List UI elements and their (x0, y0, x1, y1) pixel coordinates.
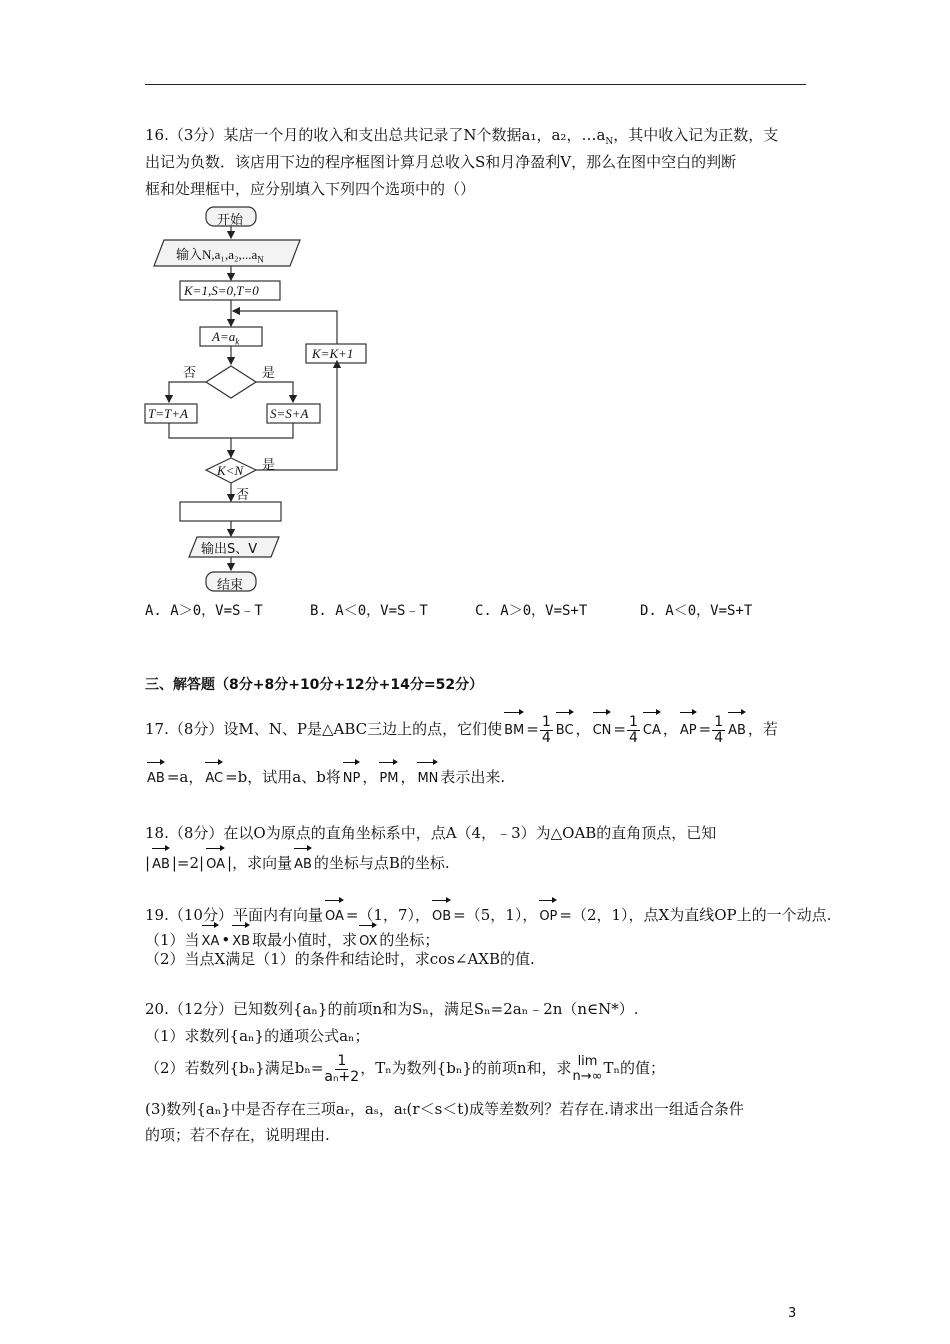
vector-ac: AC (205, 760, 223, 792)
flow-assign-label (212, 329, 239, 347)
q17-line1 (145, 710, 778, 746)
option-d: D. A＜0，V=S+T (640, 603, 753, 619)
q19-p1c: 的坐标； (379, 931, 440, 949)
flow-k-update-label: K=K+1 (312, 346, 354, 361)
q20-part3-line2: 的项；若不存在，说明理由. (145, 1126, 330, 1144)
flow-assign-text: A=a (212, 329, 236, 344)
q16-line3: 框和处理框中，应分别填入下列四个选项中的（） (145, 180, 476, 198)
q17-eq3: = (698, 720, 712, 738)
q17-l2b: =b，试用a、b将 (225, 768, 341, 786)
q17-end: ，若 (747, 720, 778, 738)
vector-bc: BC (556, 710, 574, 746)
vector-ob: OB (432, 898, 451, 930)
dot-product: • (221, 931, 231, 949)
abs-bar: | (145, 854, 151, 872)
q19-p1b: 取最小值时，求 (252, 931, 358, 949)
q19-c3: =（2，1），点X为直线OP上的一个动点. (559, 906, 832, 924)
lim-text: lim (577, 1054, 598, 1069)
flow-yes2-label: 是 (262, 458, 276, 473)
q17-l2e: 表示出来. (440, 768, 506, 786)
lim-sub: n→∞ (572, 1069, 603, 1084)
vector-ox: OX (359, 923, 377, 955)
fraction-1-4-c (712, 715, 725, 746)
vector-xb: XB (232, 923, 250, 955)
q18-mid: ，求向量 (232, 854, 293, 872)
vector-bm: BM (504, 710, 524, 746)
q16-line2: 出记为负数．该店用下边的程序框图计算月总收入S和月净盈利V，那么在图中空白的判断 (145, 153, 737, 171)
vector-ab: AB (147, 760, 165, 792)
frac-den: 4 (541, 729, 551, 746)
frac-num: 1 (628, 713, 638, 730)
option-b: B. A＜0，V=S﹣T (310, 603, 428, 619)
vector-ab: AB (152, 846, 170, 878)
frac-num: 1 (714, 713, 724, 730)
limit-operator (573, 1054, 603, 1084)
vector-cn: CN (593, 710, 612, 746)
vector-xa: XA (202, 923, 220, 955)
q17-l2a: =a， (166, 768, 204, 786)
vector-ap: AP (680, 710, 697, 746)
frac-num: 1 (337, 1052, 347, 1069)
abs-eq: |=2| (171, 854, 205, 872)
vector-ab: AB (294, 846, 312, 878)
q16-line1-end: ，其中收入记为正数，支 (613, 126, 779, 144)
q19-p1a: （1）当 (145, 931, 200, 949)
q17-prefix: 17.（8分）设M、N、P是△ABC三边上的点，它们使 (145, 720, 503, 738)
blank-process-box (180, 502, 281, 521)
q17-eq1: = (526, 720, 539, 738)
flow-yes1-label: 是 (262, 366, 276, 381)
flow-input-text: 输入N,a₁,a₂,...a (176, 247, 258, 262)
q20-p2c: Tₙ的值； (603, 1059, 665, 1077)
q20-p2b: ，Tₙ为数列{bₙ}的前项n和，求 (360, 1059, 572, 1077)
q20-line1: 20.（12分）已知数列{aₙ}的前项n和为Sₙ，满足Sₙ=2aₙ﹣2n（n∈N*）. (145, 1000, 639, 1018)
q16-line1-text: 16.（3分）某店一个月的收入和支出总共记录了N个数据a₁，a₂，…a (145, 126, 606, 144)
flow-init-label: K=1,S=0,T=0 (184, 283, 259, 298)
vector-mn: MN (417, 760, 438, 792)
flow-output-label: 输出S、V (201, 542, 258, 557)
q17-l2d: ， (400, 768, 416, 786)
q17-l2c: ， (362, 768, 378, 786)
q16-line1 (145, 124, 778, 153)
frac-den: 4 (714, 729, 724, 746)
fraction-1-4-a (540, 715, 553, 746)
fraction-1-4-b (627, 715, 640, 746)
option-a: A. A＞0，V=S﹣T (145, 603, 263, 619)
q18-line1: 18.（8分）在以O为原点的直角坐标系中，点A（4，﹣3）为△OAB的直角顶点，已知 (145, 824, 717, 842)
flow-input-sub: N (257, 254, 264, 265)
flow-no2-label: 否 (236, 488, 250, 503)
q17-sep2: ， (662, 720, 678, 738)
flow-no1-label: 否 (183, 366, 197, 381)
q20-part1: （1）求数列{aₙ}的通项公式aₙ； (145, 1027, 370, 1045)
flow-assign-sub: k (235, 336, 240, 347)
vector-ab: AB (728, 710, 746, 746)
q19-prefix: 19.（10分）平面内有向量 (145, 906, 323, 924)
vector-op: OP (539, 898, 557, 930)
frac-den: aₙ+2 (324, 1068, 360, 1085)
flow-input-label (176, 244, 264, 265)
q17-sep1: ， (575, 720, 591, 738)
section-3-heading: 三、解答题（8分+8分+10分+12分+14分=52分） (145, 677, 484, 693)
flow-cond-label: K<N (217, 463, 244, 478)
q19-part2: （2）当点X满足（1）的条件和结论时，求cos∠AXB的值. (145, 950, 535, 968)
q19-c1: =（1，7）， (345, 906, 431, 924)
q20-part2 (145, 1050, 665, 1086)
q17-line2 (145, 760, 505, 792)
vector-np: NP (343, 760, 361, 792)
q16-line1-sub: N (605, 137, 614, 147)
q18-end: 的坐标与点B的坐标. (313, 854, 450, 872)
abs-bar: | (227, 854, 233, 872)
blank-decision-diamond (206, 366, 256, 398)
flow-end-label: 结束 (217, 578, 244, 593)
option-c: C. A＞0，V=S+T (475, 603, 588, 619)
fraction-bn (324, 1054, 359, 1085)
q17-eq2: = (613, 720, 626, 738)
q20-p2a: （2）若数列{bₙ}满足bₙ= (145, 1059, 324, 1077)
vector-oa: OA (325, 898, 344, 930)
q19-c2: =（5，1）， (453, 906, 538, 924)
flow-s-update-label: S=S+A (270, 406, 309, 421)
flow-start-label: 开始 (217, 213, 244, 228)
q20-part3-line1: (3)数列{aₙ}中是否存在三项aᵣ，aₛ，aₜ(r＜s＜t)成等差数列？若存在.请求出一组适合条件 (145, 1100, 744, 1118)
vector-ca: CA (643, 710, 661, 746)
page-number: 3 (788, 1306, 797, 1321)
header-rule (145, 84, 806, 85)
frac-num: 1 (541, 713, 551, 730)
flow-t-update-label: T=T+A (148, 406, 188, 421)
q18-line2 (145, 846, 450, 878)
vector-oa: OA (206, 846, 225, 878)
vector-pm: PM (379, 760, 398, 792)
frac-den: 4 (628, 729, 638, 746)
